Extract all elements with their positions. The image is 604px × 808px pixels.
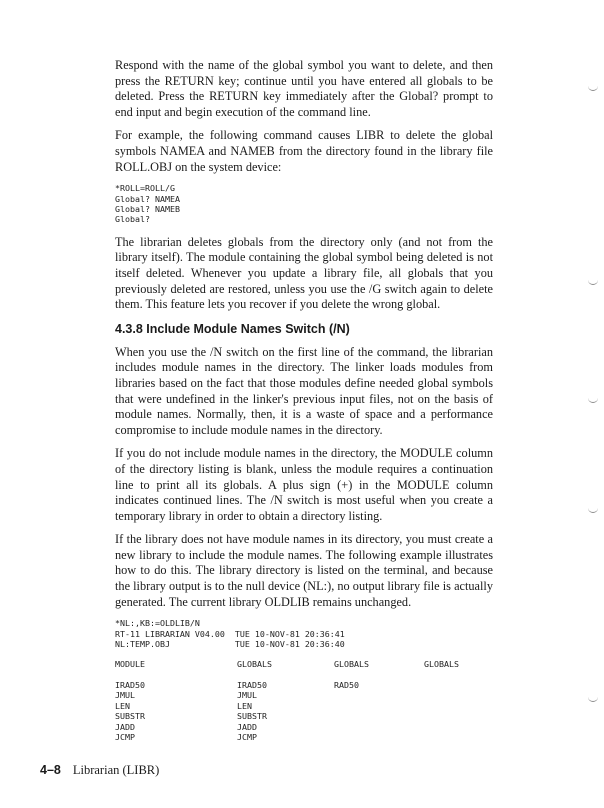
paragraph: When you use the /N switch on the first line of the command, the librarian includes module names in the directory. The linker loads modules from libraries based on the fact that those modules define needed global symbols that were undefined in the linker's previous input files, not on the basis of module names. Normally, then, it is a waste of space and a performance compromise to include module names in the directory. [115,344,493,437]
margin-mark [588,86,598,91]
listing-row: JADD JADD [115,721,257,732]
paragraph: If the library does not have module names in its directory, you must create a new library to include the module names. The following example illustrates how to do this. The library directory is listed on the terminal, and because the library output is to the null device (NL:), no output library file is actually generated. The current library OLDLIB remains unchanged. [115,532,493,609]
page-footer [40,742,604,778]
chapter-title: Librarian (LIBR) [72,763,160,778]
margin-mark [588,508,598,513]
code-example-delete: *ROLL=ROLL/G Global? NAMEA Global? NAMEB Global? [115,183,180,225]
text-column [115,58,493,742]
margin-mark [588,697,598,702]
section-heading: 4.3.8 Include Module Names Switch (/N) [115,321,350,336]
listing-row: JMUL JMUL [115,690,257,701]
listing-row: IRAD50 IRAD50 RAD50 [115,679,359,690]
paragraph: For example, the following command causes LIBR to delete the global symbols NAMEA and NAMEB from the directory found in the library file ROLL.OBJ on the system device: [115,128,493,174]
code-example-listing: *NL:,KB:=OLDLIB/N RT-11 LIBRARIAN V04.00 TUE 10-NOV-81 20:36:41 NL:TEMP.OBJ TUE 10-NOV-81 20:36:40 [115,618,345,650]
paragraph: Respond with the name of the global symbol you want to delete, and then press the RETURN key; continue until you have entered all globals to be deleted. Press the RETURN key immediately after the Global? prompt to end input and begin execution of the command line. [115,58,493,119]
listing-row: LEN LEN [115,700,252,711]
listing-row: SUBSTR SUBSTR [115,711,267,722]
page-number: 4–8 [40,763,61,778]
margin-mark [588,280,598,285]
listing-row: JCMP JCMP [115,731,257,742]
paragraph: The librarian deletes globals from the directory only (and not from the library itself). The module containing the global symbol being deleted is not itself deleted. Whenever you update a library file, all globals that you previously deleted are restored, unless you use the /G switch again to delete them. This feature lets you recover if you delete the wrong global. [115,234,493,312]
listing-header: MODULE GLOBALS GLOBALS GLOBALS [115,659,459,670]
directory-listing [115,659,493,742]
paragraph: If you do not include module names in the directory, the MODULE column of the directory listing is blank, unless the module requires a continuation line to print all its globals. A plus sign (+) in the MODULE column indicates continued lines. The /N switch is most useful when you create a temporary library in order to obtain a directory listing. [115,446,493,523]
margin-mark [588,398,598,403]
